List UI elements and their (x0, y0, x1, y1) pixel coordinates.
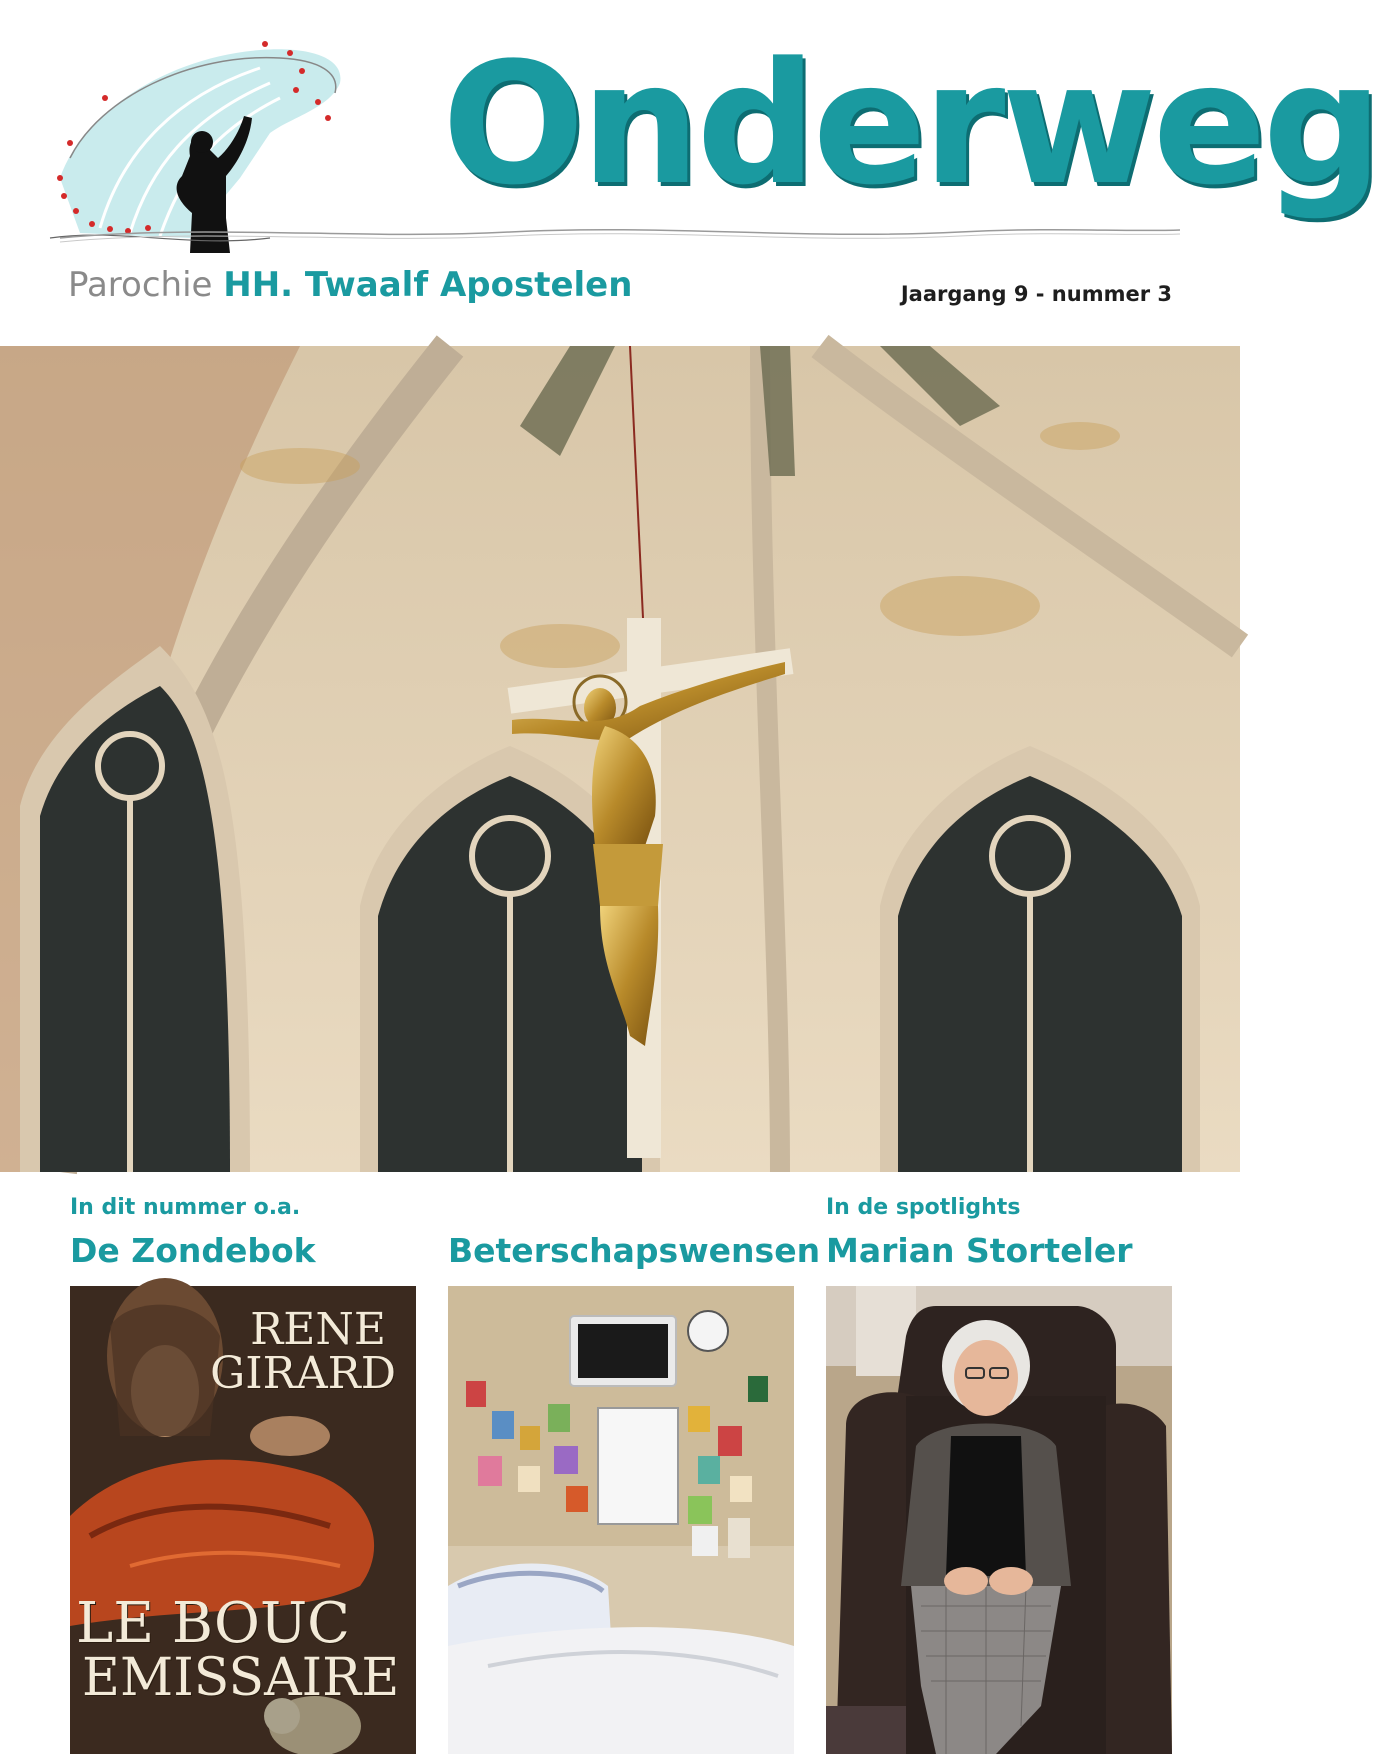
story-title-spotlight[interactable]: Marian Storteler (826, 1231, 1133, 1270)
portrait-photo[interactable] (826, 1286, 1172, 1754)
book-cover-image[interactable] (70, 1286, 416, 1754)
crucifix-church-photo (0, 346, 1240, 1172)
book-author-line2: GIRARD (210, 1348, 396, 1399)
book-title-line1: LE BOUC (76, 1591, 351, 1656)
masthead-title: Onderweg (442, 26, 1379, 222)
parish-subtitle (68, 265, 633, 305)
book-author-line1: RENE (250, 1304, 386, 1355)
book-title-line2: EMISSAIRE (82, 1648, 400, 1708)
parish-name: HH. Twaalf Apostelen (223, 265, 633, 305)
hospital-room-photo[interactable] (448, 1286, 794, 1754)
spotlight-kicker: In de spotlights (826, 1195, 1021, 1220)
issue-number: Jaargang 9 - nummer 3 (900, 282, 1172, 306)
parish-prefix: Parochie (68, 265, 213, 305)
story-title-beterschapswensen[interactable]: Beterschapswensen (448, 1231, 821, 1270)
contents-kicker: In dit nummer o.a. (70, 1195, 301, 1220)
story-title-zondebok[interactable]: De Zondebok (70, 1231, 316, 1270)
